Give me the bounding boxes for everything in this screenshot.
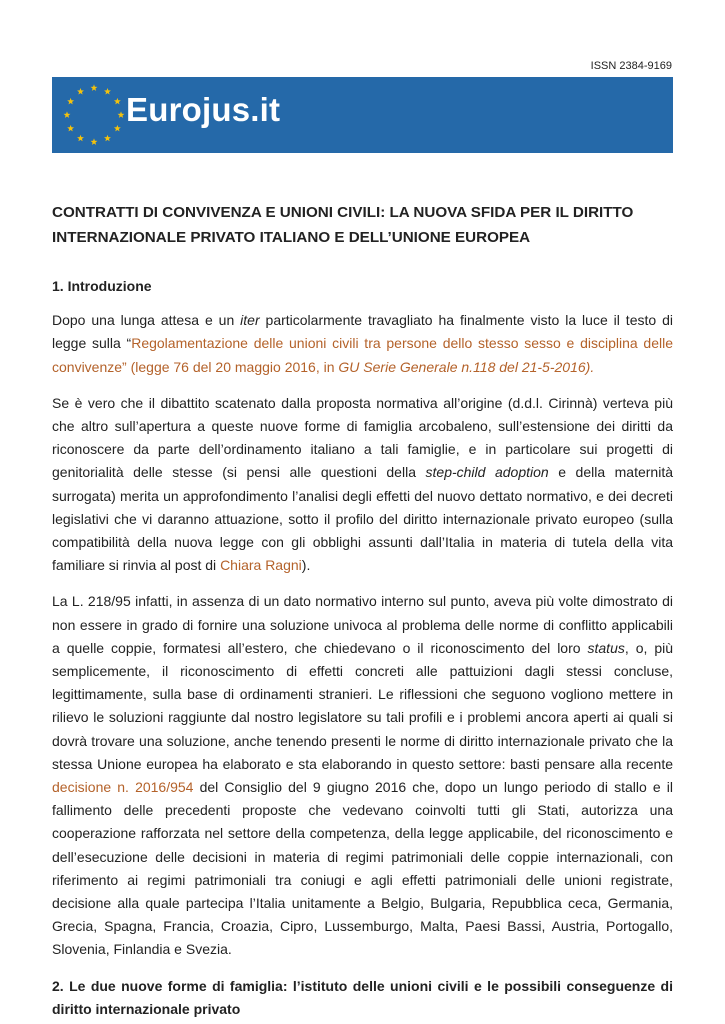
header-banner	[52, 77, 673, 153]
star-icon	[77, 135, 84, 142]
decisione-2016-954-link[interactable]: decisione n. 2016/954	[52, 779, 194, 796]
star-icon	[114, 98, 121, 105]
text-run: Se è vero che il dibattito scatenato dalla proposta normativa all’origine (d.d.l. Cirinnà) verteva più che altro sull’apertura a queste nuove forme di famiglia arcobaleno, sull’estensione dei diritti da riconoscere da parte dell’ordinamento italiano a tali famiglie, e in particolare sui progetti di genitorialità delle stesse (si pensi alle questioni della	[52, 394, 673, 481]
site-logo[interactable]: Eurojus.it	[126, 91, 281, 128]
star-icon	[64, 111, 71, 118]
article-body	[52, 275, 673, 1021]
text-run: La L. 218/95 infatti, in assenza di un dato normativo interno sul punto, aveva più volte dimostrato di non essere in grado di fornire una soluzione univoca al problema delle norme di conflitto applicabili a quelle coppie, formatesi all’estero, che chiedevano o il riconoscimento del loro	[52, 593, 673, 656]
star-icon	[67, 125, 74, 132]
text-run: , o, più semplicemente, il riconoscimento di effetti concreti alle pattuizioni dagli stessi concluse, legittimamente, sulla base di ordinamenti stranieri. Le riflessioni che seguono vogliono mettere in rilievo le soluzioni raggiunte dal nostro legislatore su tali profili e i problemi ancora aperti ai quali si dovrà trovare una soluzione, anche tenendo presenti le norme di diritto internazionale privato che la stessa Unione europea ha elaborato e sta elaborando in questo settore: basti pensare alla recente	[52, 639, 673, 772]
chiara-ragni-link[interactable]: Chiara Ragni	[220, 557, 302, 574]
star-icon	[77, 88, 84, 95]
text-run: e della maternità surrogata) merita un approfondimento l’analisi degli effetti del nuovo dettato normativo, e dei decreti legislativi che vi daranno attuazione, sotto il profilo del diritto internazionale privato europeo (sulla compatibilità della nuova legge con gli obblighi assunti dall’Italia in materia di tutela della vita familiare si rinvia al post di	[52, 464, 673, 574]
issn-label: ISSN 2384-9169	[590, 60, 672, 72]
paragraph-1	[52, 309, 673, 379]
italic-text: status	[587, 639, 625, 656]
star-icon	[91, 84, 98, 91]
paragraph-3	[52, 590, 673, 961]
section-heading-due-nuove-forme: 2. Le due nuove forme di famiglia: l’istituto delle unioni civili e le possibili conseguenze di diritto internazionale privato	[52, 977, 673, 1017]
star-icon	[114, 125, 121, 132]
article-title: CONTRATTI DI CONVIVENZA E UNIONI CIVILI: LA NUOVA SFIDA PER IL DIRITTO INTERNAZIONALE PRIVATO ITALIANO E DELL’UNIONE EUROPEA	[52, 204, 634, 246]
text-run: particolarmente travagliato ha finalmente visto la luce il testo di legge sulla “	[52, 312, 673, 352]
paragraph-2	[52, 392, 673, 578]
text-run: del Consiglio del 9 giugno 2016 che, dopo un lungo periodo di stallo e il fallimento delle precedenti proposte che vedevano coinvolti tutti gli Stati, autorizza una cooperazione rafforzata nel settore della competenza, della legge applicabile, del riconoscimento e dell’esecuzione delle decisioni in materia di regimi patrimoniali delle coppie internazionali, con riferimento ai regimi patrimoniali tra coniugi e agli effetti patrimoniali delle unioni registrate, decisione alla quale partecipa l’Italia unitamente a Belgio, Bulgaria, Repubblica ceca, Germania, Grecia, Spagna, Francia, Croazia, Cipro, Lussemburgo, Malta, Paesi Bassi, Austria, Portogallo, Slovenia, Finlandia e Svezia.	[52, 779, 674, 958]
star-icon	[104, 135, 111, 142]
legge-76-link[interactable]: Regolamentazione delle unioni civili tra persone dello stesso sesso e disciplina delle convivenze” (legge 76 del 20 maggio 2016, in GU Serie Generale n.118 del 21-5-2016).	[52, 335, 673, 375]
italic-text: iter	[240, 312, 260, 329]
italic-text: step-child adoption	[425, 464, 549, 481]
star-icon	[67, 98, 74, 105]
star-icon	[104, 88, 111, 95]
section-heading-introduzione: 1. Introduzione	[52, 278, 152, 294]
text-run: ).	[301, 557, 311, 574]
star-icon	[91, 138, 98, 145]
star-icon	[118, 111, 125, 118]
text-run: Dopo una lunga attesa e un	[52, 312, 241, 329]
